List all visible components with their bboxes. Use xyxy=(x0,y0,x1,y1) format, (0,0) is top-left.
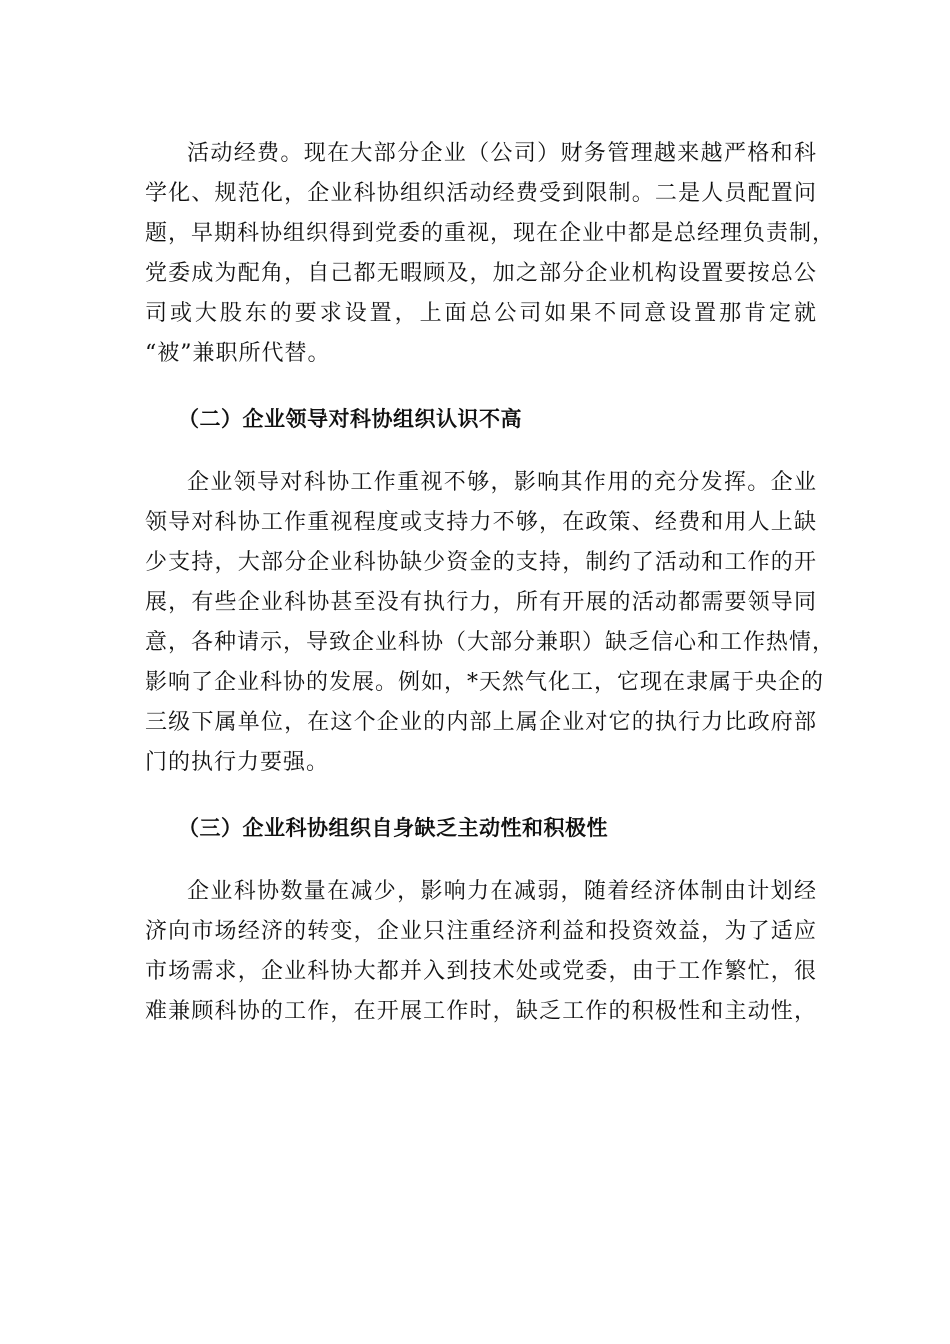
paragraph-initiative xyxy=(145,872,817,1032)
text-line: 市场需求，企业科协大都并入到技术处或党委，由于工作繁忙，很 xyxy=(145,959,817,984)
section-heading-2: （二）企业领导对科协组织认识不高 xyxy=(178,407,522,431)
text-line: “被”兼职所代替。 xyxy=(145,341,331,366)
text-line: 司或大股东的要求设置，上面总公司如果不同意设置那肯定就 xyxy=(145,301,817,326)
text-line: 门的执行力要强。 xyxy=(145,750,330,775)
text-line: 意，各种请示，导致企业科协（大部分兼职）缺乏信心和工作热情， xyxy=(145,630,836,655)
paragraph-leadership xyxy=(145,463,836,783)
text-line: 题，早期科协组织得到党委的重视，现在企业中都是总经理负责制， xyxy=(145,221,836,246)
text-line: 展，有些企业科协甚至没有执行力，所有开展的活动都需要领导同 xyxy=(145,590,817,615)
text-line: 企业领导对科协工作重视不够，影响其作用的充分发挥。企业 xyxy=(187,470,817,495)
text-line: 活动经费。现在大部分企业（公司）财务管理越来越严格和科 xyxy=(187,141,817,166)
paragraph-funding xyxy=(145,134,836,374)
text-line: 少支持，大部分企业科协缺少资金的支持，制约了活动和工作的开 xyxy=(145,550,817,575)
text-line: 影响了企业科协的发展。例如，*天然气化工，它现在隶属于央企的 xyxy=(145,670,825,695)
document-body xyxy=(145,134,836,1032)
text-line: 济向市场经济的转变，企业只注重经济利益和投资效益，为了适应 xyxy=(145,919,817,944)
section-heading-3: （三）企业科协组织自身缺乏主动性和积极性 xyxy=(178,816,608,840)
text-line: 难兼顾科协的工作，在开展工作时，缺乏工作的积极性和主动性， xyxy=(145,999,817,1024)
text-line: 学化、规范化，企业科协组织活动经费受到限制。二是人员配置问 xyxy=(145,181,817,206)
text-line: 党委成为配角，自己都无暇顾及，加之部分企业机构设置要按总公 xyxy=(145,261,817,286)
text-line: 企业科协数量在减少，影响力在减弱，随着经济体制由计划经 xyxy=(187,879,817,904)
text-line: 三级下属单位，在这个企业的内部上属企业对它的执行力比政府部 xyxy=(145,710,817,735)
text-line: 领导对科协工作重视程度或支持力不够，在政策、经费和用人上缺 xyxy=(145,510,817,535)
